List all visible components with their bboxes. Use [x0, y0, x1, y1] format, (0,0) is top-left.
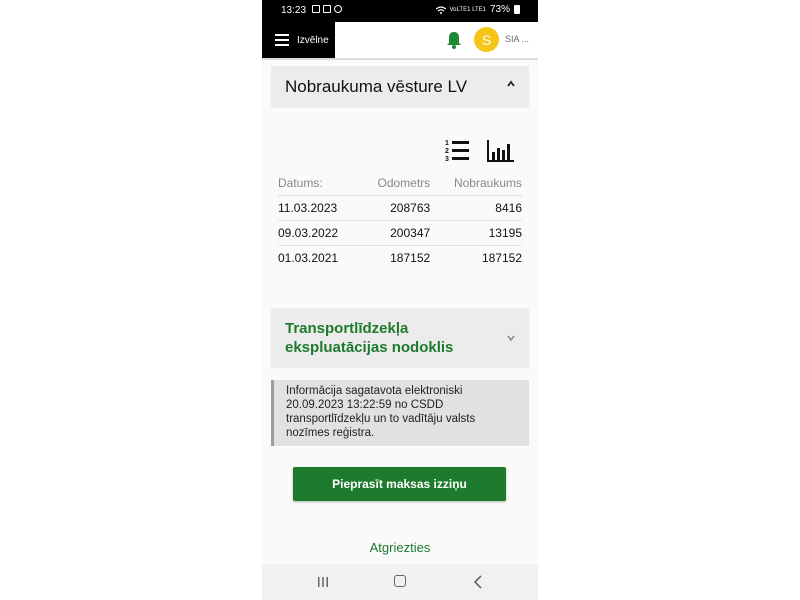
cell-date: 01.03.2021 — [278, 251, 339, 265]
table-row — [278, 221, 522, 246]
table-header-row — [278, 172, 522, 196]
hamburger-icon — [275, 34, 289, 46]
status-right — [436, 4, 520, 15]
check-notification-icon — [323, 5, 331, 13]
status-bar — [262, 0, 538, 22]
mileage-history-title: Nobraukuma vēsture LV — [285, 77, 468, 96]
cell-mileage: 13195 — [430, 221, 522, 246]
org-name[interactable]: SIA ... — [505, 34, 530, 44]
gallery-notification-icon — [312, 5, 320, 13]
svg-text:1: 1 — [445, 140, 449, 147]
bar-chart-icon[interactable] — [487, 140, 515, 162]
cell-date: 09.03.2022 — [278, 221, 359, 246]
wifi-icon — [436, 6, 446, 14]
vehicle-tax-title: Transportlīdzekļa ekspluatācijas nodoklis — [285, 320, 454, 356]
recent-apps-icon[interactable] — [317, 576, 329, 588]
cell-odometer: 200347 — [359, 221, 430, 246]
mileage-table — [278, 172, 522, 270]
mileage-history-panel — [271, 108, 529, 288]
table-row — [278, 246, 522, 271]
battery-icon — [514, 5, 520, 14]
table-row — [278, 196, 522, 221]
mileage-history-accordion[interactable] — [271, 66, 529, 108]
menu-button[interactable] — [262, 22, 335, 58]
app-header — [262, 22, 538, 60]
chevron-down-icon — [507, 334, 515, 342]
home-icon[interactable] — [394, 575, 406, 587]
bell-icon[interactable] — [444, 30, 464, 50]
cell-date: 11.03.2023 — [278, 196, 359, 221]
cell-mileage: 187152 — [481, 251, 522, 265]
svg-text:3: 3 — [445, 156, 449, 163]
cell-mileage: 8416 — [430, 196, 522, 221]
back-link[interactable]: Atgriezties — [369, 540, 431, 555]
cell-odometer: 187152 — [390, 251, 431, 265]
info-text: Informācija sagatavota elektroniski 20.09.2023 13:22:59 no CSDD transportlīdzekļu un to vadītāju valsts nozīmes reģistra. — [286, 385, 476, 439]
request-paid-report-button[interactable]: Pieprasīt maksas izziņu — [293, 467, 506, 501]
vehicle-tax-accordion[interactable] — [271, 308, 529, 368]
svg-text:2: 2 — [445, 148, 449, 155]
status-time: 13:23 — [281, 5, 307, 16]
info-notice — [271, 380, 529, 446]
column-header-mileage: Nobraukums — [430, 172, 522, 196]
column-header-odometer: Odometrs — [359, 172, 430, 196]
numbered-list-icon[interactable] — [445, 138, 471, 164]
menu-label: Izvēlne — [297, 34, 329, 46]
whatsapp-notification-icon — [334, 5, 342, 13]
back-nav-icon[interactable] — [472, 575, 484, 589]
android-nav-bar — [262, 564, 538, 600]
avatar[interactable] — [474, 27, 499, 52]
signal-label: VoLTE1 LTE1 — [449, 6, 486, 13]
battery-percent: 73% — [489, 4, 510, 15]
notification-icons — [312, 5, 342, 13]
chevron-up-icon — [507, 80, 515, 88]
column-header-date: Datums: — [278, 172, 359, 196]
phone-screen — [262, 0, 538, 600]
avatar-letter: S — [481, 31, 492, 48]
cell-odometer: 208763 — [359, 196, 430, 221]
